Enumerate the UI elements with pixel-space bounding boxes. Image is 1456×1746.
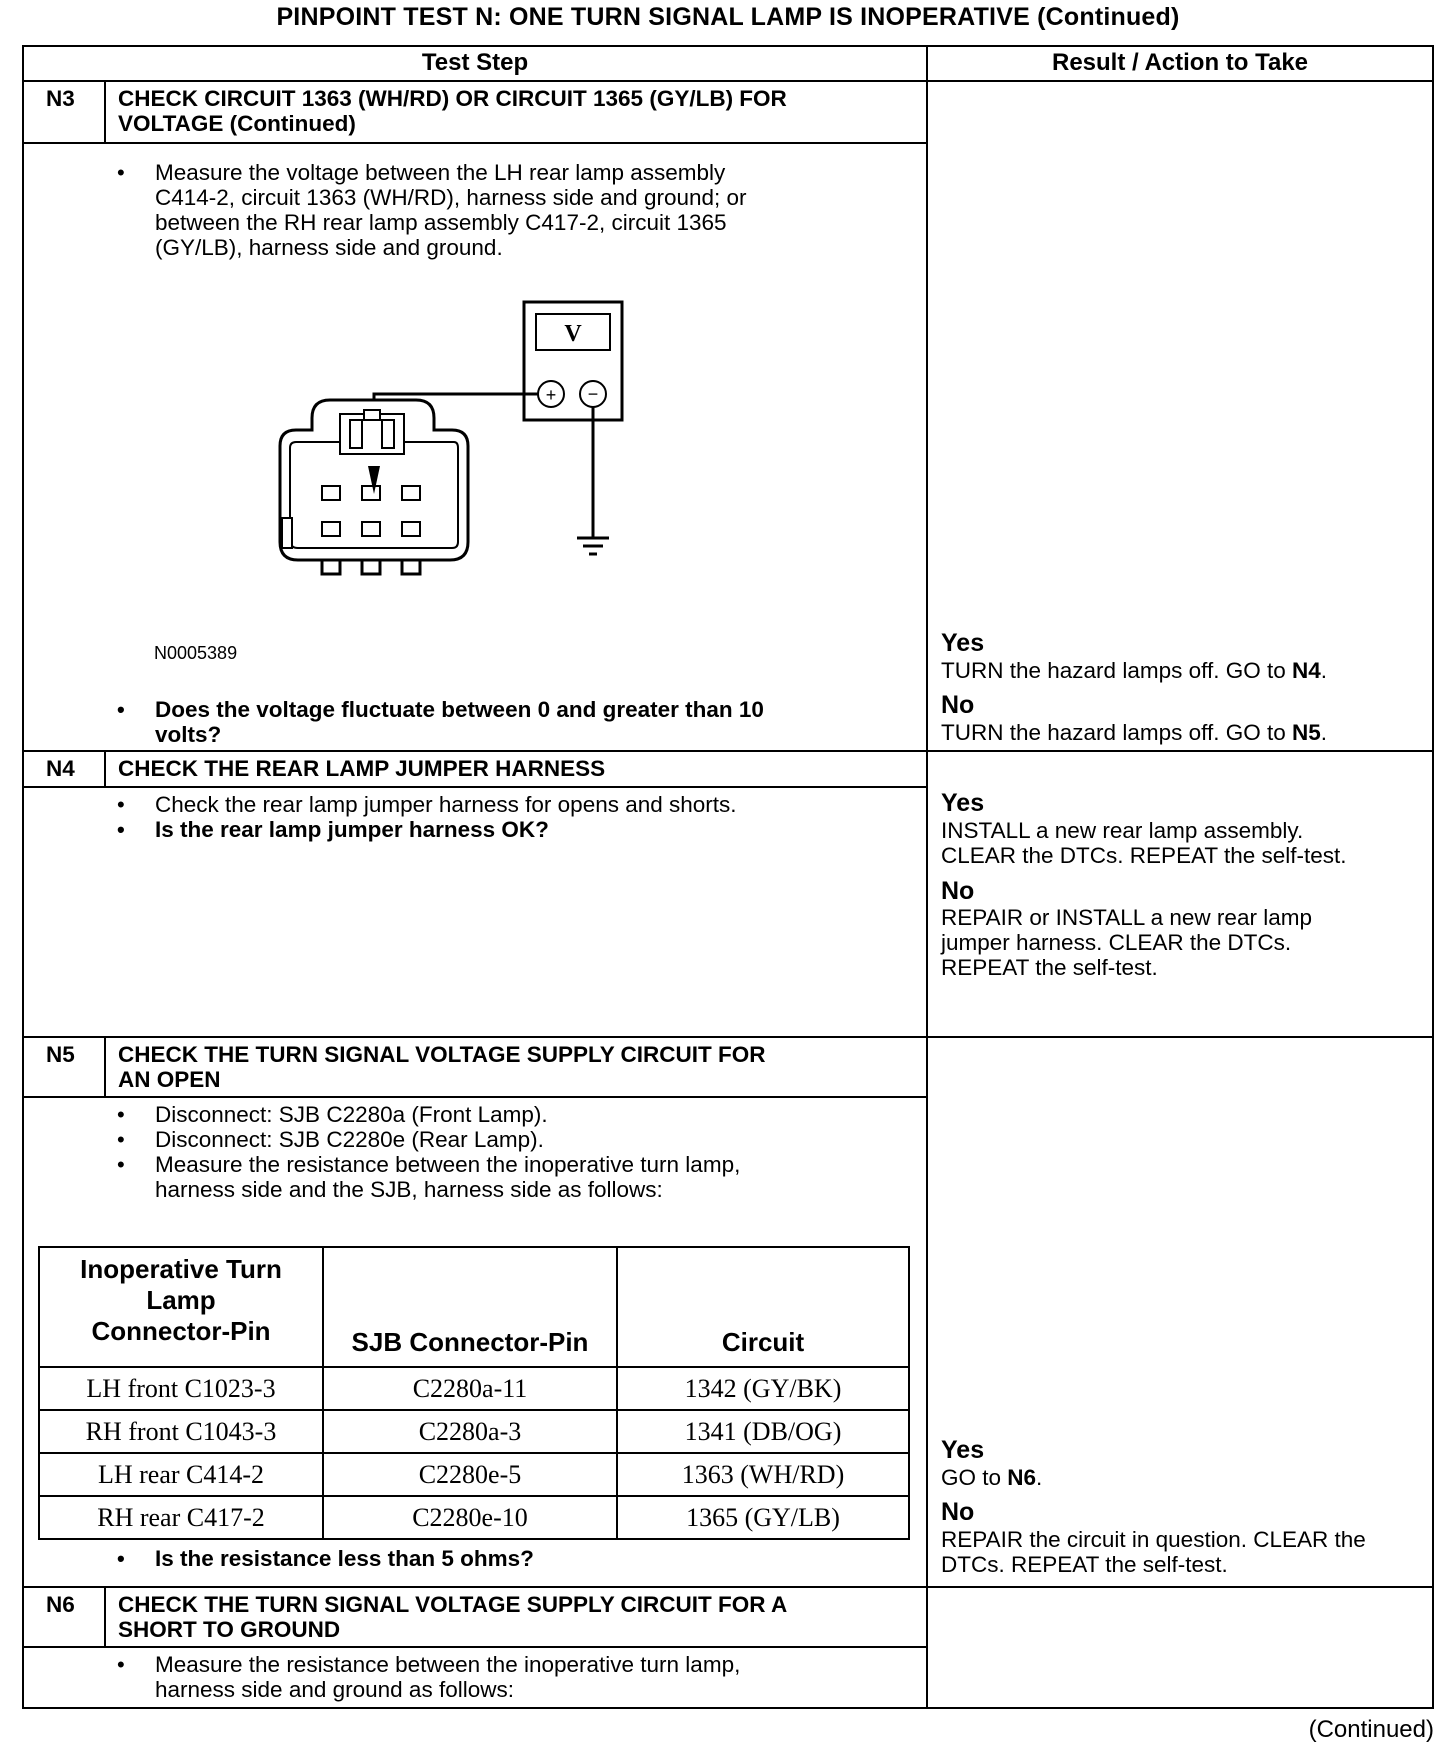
n4-yes-line-2: CLEAR the DTCs. REPEAT the self-test. [941,843,1347,868]
circuit-cell: 1341 (DB/OG) [617,1410,909,1453]
n4-step-id: N4 [46,756,75,781]
circuit-cell: 1363 (WH/RD) [617,1453,909,1496]
n3-title-line-1: CHECK CIRCUIT 1363 (WH/RD) OR CIRCUIT 1365 (GY/LB) FOR [118,86,787,111]
n5-instruction-2: Disconnect: SJB C2280e (Rear Lamp). [155,1127,544,1152]
header-divider [22,80,1434,82]
n6-id-divider [104,1586,106,1648]
n5-instruction-1: Disconnect: SJB C2280a (Front Lamp). [155,1102,548,1127]
n4-id-divider [104,750,106,786]
n4-yes-line-1: INSTALL a new rear lamp assembly. [941,818,1304,843]
voltage-measurement-figure [250,290,650,620]
bullet-icon: • [117,1102,125,1127]
n4-instruction: Check the rear lamp jumper harness for opens and shorts. [155,792,737,817]
n4-no-line-3: REPEAT the self-test. [941,955,1158,980]
n4-yes-heading: Yes [941,789,985,817]
n4-title: CHECK THE REAR LAMP JUMPER HARNESS [118,756,606,781]
header-result: Result / Action to Take [1051,49,1309,76]
sjb-pin-cell: C2280e-10 [323,1496,617,1539]
n6-title-divider [22,1646,928,1648]
header-test-step: Test Step [421,49,529,76]
n5-title-divider [22,1096,928,1098]
figure-label: N0005389 [154,643,238,663]
n3-instruction-line-4: (GY/LB), harness side and ground. [155,235,503,260]
n6-title-line-1: CHECK THE TURN SIGNAL VOLTAGE SUPPLY CIRCUIT FOR A [118,1592,788,1617]
n4-no-heading: No [941,877,975,905]
n3-instruction-line-1: Measure the voltage between the LH rear lamp assembly [155,160,726,185]
n4-no-line-1: REPAIR or INSTALL a new rear lamp [941,905,1312,930]
table-header-row [39,1247,909,1367]
table-row [39,1496,909,1539]
bullet-icon: • [117,817,125,842]
n5-title-line-1: CHECK THE TURN SIGNAL VOLTAGE SUPPLY CIRCUIT FOR [118,1042,766,1067]
n5-instruction-3-line-1: Measure the resistance between the inoperative turn lamp, [155,1152,741,1177]
n3-yes-text: TURN the hazard lamps off. GO to N4. [941,658,1328,683]
n6-step-id: N6 [46,1592,75,1617]
bullet-icon: • [117,697,125,722]
column-divider [926,45,928,1709]
lamp-pin-cell: RH front C1043-3 [39,1410,323,1453]
bullet-icon: • [117,1152,125,1177]
n3-title-line-2: VOLTAGE (Continued) [118,111,356,136]
n3-title-divider [22,142,928,144]
n4-bottom-border [22,1036,1434,1038]
circuit-cell: 1365 (GY/LB) [617,1496,909,1539]
n5-instruction-3-line-2: harness side and the SJB, harness side as follows: [155,1177,663,1202]
n5-bottom-border [22,1586,1434,1588]
n4-no-line-2: jumper harness. CLEAR the DTCs. [941,930,1292,955]
n3-instruction-line-2: C414-2, circuit 1363 (WH/RD), harness side and ground; or [155,185,747,210]
n3-id-divider [104,80,106,144]
bullet-icon: • [117,1127,125,1152]
n3-question-line-2: volts? [155,722,222,747]
bullet-icon: • [117,160,125,185]
n3-step-id: N3 [46,86,75,111]
table-row [39,1410,909,1453]
lamp-pin-cell: LH front C1023-3 [39,1367,323,1410]
n5-yes-heading: Yes [941,1436,985,1464]
column-header-sjb-pin: SJB Connector-Pin [323,1247,617,1367]
n5-no-line-1: REPAIR the circuit in question. CLEAR the [941,1527,1366,1552]
n5-id-divider [104,1036,106,1098]
n6-instruction-line-1: Measure the resistance between the inoperative turn lamp, [155,1652,741,1677]
n3-no-text: TURN the hazard lamps off. GO to N5. [941,720,1328,745]
table-row [39,1367,909,1410]
bullet-icon: • [117,1652,125,1677]
n5-no-heading: No [941,1498,975,1526]
lamp-pin-cell: LH rear C414-2 [39,1453,323,1496]
n4-question: Is the rear lamp jumper harness OK? [155,817,549,842]
n3-yes-heading: Yes [941,629,985,657]
n3-instruction-line-3: between the RH rear lamp assembly C417-2, circuit 1365 [155,210,727,235]
bullet-icon: • [117,1546,125,1571]
table-row [39,1453,909,1496]
page-title: PINPOINT TEST N: ONE TURN SIGNAL LAMP IS INOPERATIVE (Continued) [276,3,1180,31]
voltmeter-letter: V [564,321,582,347]
ground-icon [577,538,609,554]
column-header-lamp-pin: Inoperative Turn Lamp Connector-Pin [39,1247,323,1367]
n5-no-line-2: DTCs. REPEAT the self-test. [941,1552,1228,1577]
column-header-circuit: Circuit [617,1247,909,1367]
n3-question-line-1: Does the voltage fluctuate between 0 and greater than 10 [155,697,764,722]
continued-label: (Continued) [1308,1716,1434,1743]
n6-instruction-line-2: harness side and ground as follows: [155,1677,514,1702]
resistance-table [38,1246,910,1540]
n3-bottom-border [22,750,1434,752]
lamp-pin-cell: RH rear C417-2 [39,1496,323,1539]
n4-title-divider [22,786,928,788]
circuit-cell: 1342 (GY/BK) [617,1367,909,1410]
bullet-icon: • [117,792,125,817]
sjb-pin-cell: C2280e-5 [323,1453,617,1496]
n3-no-heading: No [941,691,975,719]
n5-step-id: N5 [46,1042,75,1067]
n5-yes-text: GO to N6. [941,1465,1043,1490]
minus-sign: − [587,384,599,404]
sjb-pin-cell: C2280a-3 [323,1410,617,1453]
sjb-pin-cell: C2280a-11 [323,1367,617,1410]
plus-sign: + [545,385,557,405]
n5-title-line-2: AN OPEN [118,1067,221,1092]
n6-title-line-2: SHORT TO GROUND [118,1617,341,1642]
n5-question: Is the resistance less than 5 ohms? [155,1546,534,1571]
